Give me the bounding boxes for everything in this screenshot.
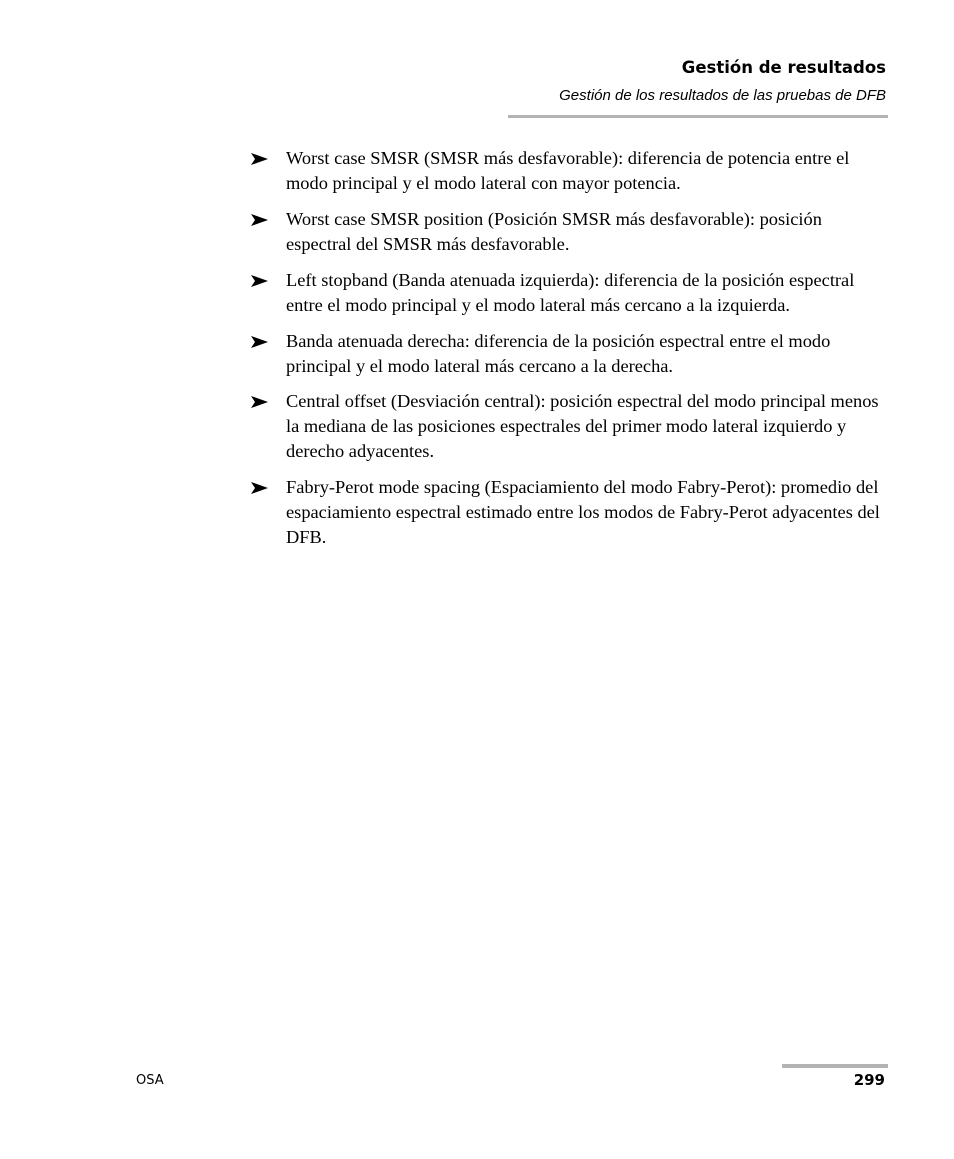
list-item bbox=[250, 475, 890, 550]
bullet-text: Left stopband (Banda atenuada izquierda): diferencia de la posición espectral entre el modo principal y el modo lateral más cercano a la izquierda. bbox=[286, 270, 855, 315]
header-divider bbox=[508, 115, 888, 118]
arrowhead-bullet-icon bbox=[250, 477, 272, 499]
footer-divider bbox=[782, 1064, 888, 1068]
list-item bbox=[250, 268, 890, 318]
bullet-text: Central offset (Desviación central): posición espectral del modo principal menos la mediana de las posiciones espectrales del primer modo lateral izquierdo y derecho adyacentes. bbox=[286, 391, 879, 461]
arrowhead-bullet-icon bbox=[250, 391, 272, 413]
list-item bbox=[250, 146, 890, 196]
arrowhead-bullet-icon bbox=[250, 148, 272, 170]
bullet-list bbox=[250, 146, 890, 561]
arrowhead-bullet-icon bbox=[250, 331, 272, 353]
arrowhead-bullet-icon bbox=[250, 270, 272, 292]
bullet-text: Banda atenuada derecha: diferencia de la posición espectral entre el modo principal y el modo lateral más cercano a la derecha. bbox=[286, 331, 831, 376]
list-item bbox=[250, 207, 890, 257]
arrowhead-bullet-icon bbox=[250, 209, 272, 231]
bullet-text: Worst case SMSR (SMSR más desfavorable): diferencia de potencia entre el modo principal y el modo lateral con mayor potencia. bbox=[286, 148, 850, 193]
bullet-text: Worst case SMSR position (Posición SMSR más desfavorable): posición espectral del SMSR más desfavorable. bbox=[286, 209, 822, 254]
list-item bbox=[250, 329, 890, 379]
page-number: 299 bbox=[853, 1071, 885, 1089]
list-item bbox=[250, 389, 890, 464]
page-header bbox=[466, 56, 886, 106]
footer-product-name: OSA bbox=[136, 1073, 164, 1088]
chapter-title: Gestión de resultados bbox=[681, 58, 886, 77]
bullet-text: Fabry-Perot mode spacing (Espaciamiento del modo Fabry-Perot): promedio del espaciamiento espectral estimado entre los modos de Fabry-Perot adyacentes del DFB. bbox=[286, 477, 880, 547]
section-title: Gestión de los resultados de las pruebas de DFB bbox=[559, 87, 886, 104]
